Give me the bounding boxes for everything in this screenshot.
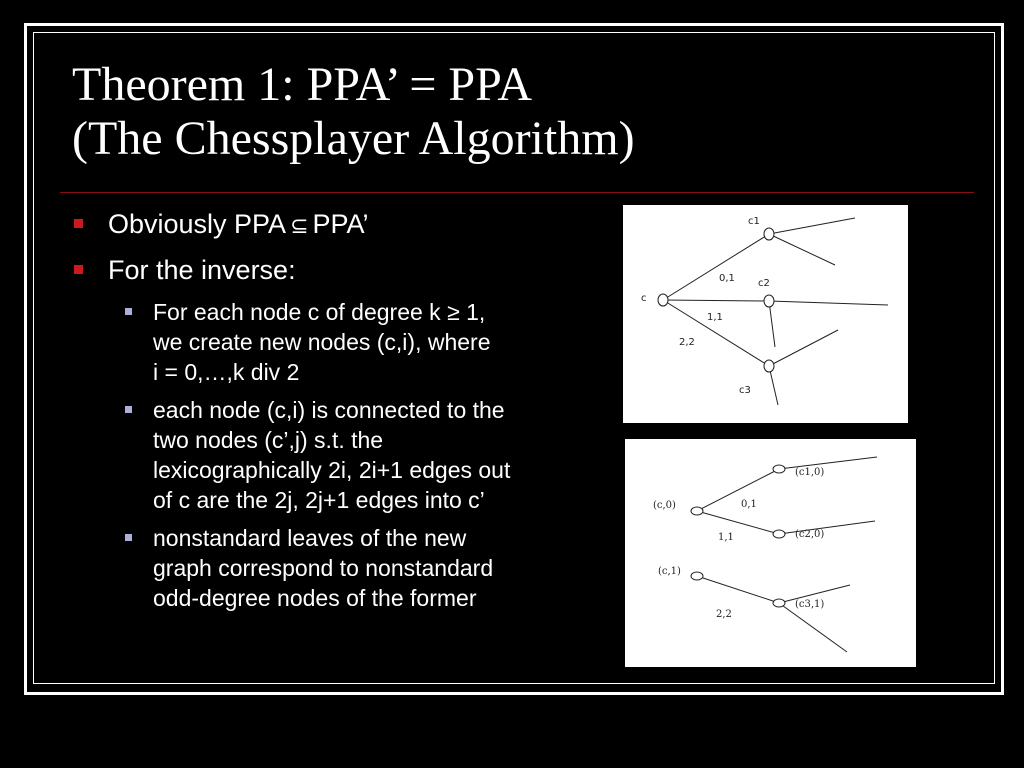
node-c10 — [773, 465, 785, 473]
label-c: c — [641, 293, 647, 304]
label-edge-22: 2,2 — [716, 609, 732, 620]
original-graph-svg — [623, 205, 908, 423]
node-c0 — [691, 507, 703, 515]
label-c31: (c3,1) — [795, 599, 825, 610]
subbullet-square-icon — [125, 534, 132, 541]
bullet-inverse-text: For the inverse: — [108, 255, 296, 285]
node-c2 — [764, 295, 774, 307]
label-c1: c1 — [748, 216, 760, 227]
subbullet-text-line: lexicographically 2i, 2i+1 edges out — [153, 457, 511, 483]
label-c1: (c,1) — [658, 566, 681, 577]
bullet-inverse — [70, 254, 610, 286]
node-c3 — [764, 360, 774, 372]
edge-c10-out — [779, 457, 877, 469]
edge-c0-c20 — [697, 511, 779, 534]
edge-c31-out-2 — [779, 603, 847, 652]
node-c — [658, 294, 668, 306]
edge-c20-out — [779, 521, 875, 534]
label-edge-11: 1,1 — [718, 532, 734, 543]
label-c20: (c2,0) — [795, 529, 825, 540]
bullet-square-icon — [74, 265, 83, 274]
subbullet-leaves — [70, 523, 610, 613]
label-edge-11: 1,1 — [707, 312, 723, 323]
label-c10: (c1,0) — [795, 467, 825, 478]
bullet-obviously-text: Obviously PPA — [108, 209, 287, 239]
label-edge-01: 0,1 — [741, 499, 757, 510]
node-c20 — [773, 530, 785, 538]
bullet-obviously-text-end: PPA’ — [312, 209, 369, 239]
subbullet-text-line: i = 0,…,k div 2 — [153, 359, 300, 385]
edge-c-c1 — [663, 234, 769, 300]
label-c0: (c,0) — [653, 500, 676, 511]
node-c1 — [764, 228, 774, 240]
title-line-1: Theorem 1: PPA’ = PPA — [72, 58, 533, 111]
figure-new-graph — [625, 439, 916, 667]
subbullet-text-line: graph correspond to nonstandard — [153, 555, 494, 581]
edge-c-c3 — [663, 300, 769, 366]
figure-original-graph — [623, 205, 908, 423]
subbullet-text-line: we create new nodes (c,i), where — [153, 329, 491, 355]
subset-symbol: ⊆ — [290, 214, 309, 239]
edge-c0-c10 — [697, 469, 779, 511]
edge-c2-out-2 — [769, 301, 775, 347]
bullet-square-icon — [74, 219, 83, 228]
subbullet-text-line: of c are the 2j, 2j+1 edges into c’ — [153, 487, 485, 513]
edge-c3-out-1 — [769, 330, 838, 366]
subbullet-text-line: For each node c of degree k ≥ 1, — [153, 299, 486, 325]
label-edge-01: 0,1 — [719, 273, 735, 284]
subbullet-square-icon — [125, 406, 132, 413]
subbullet-text-line: odd-degree nodes of the former — [153, 585, 477, 611]
label-c2: c2 — [758, 278, 770, 289]
subbullet-new-nodes — [70, 297, 610, 387]
subbullet-text-line: nonstandard leaves of the new — [153, 525, 467, 551]
new-graph-svg — [625, 439, 916, 667]
label-c3: c3 — [739, 385, 751, 396]
title-divider — [60, 192, 974, 193]
bullet-list — [70, 208, 610, 621]
bullet-obviously — [70, 208, 610, 243]
slide-title — [72, 58, 952, 166]
edge-c1-out-2 — [769, 234, 835, 265]
edge-c1-out-1 — [769, 218, 855, 234]
subbullet-square-icon — [125, 308, 132, 315]
node-c31 — [773, 599, 785, 607]
title-line-2: (The Chessplayer Algorithm) — [72, 112, 635, 165]
node-c1 — [691, 572, 703, 580]
subbullet-text-line: each node (c,i) is connected to the — [153, 397, 505, 423]
edge-c-c2 — [663, 300, 769, 301]
label-edge-22: 2,2 — [679, 337, 695, 348]
edge-c1-c31 — [697, 576, 779, 603]
subbullet-text-line: two nodes (c’,j) s.t. the — [153, 427, 384, 453]
subbullet-connection — [70, 395, 610, 515]
edge-c2-out-1 — [769, 301, 888, 305]
